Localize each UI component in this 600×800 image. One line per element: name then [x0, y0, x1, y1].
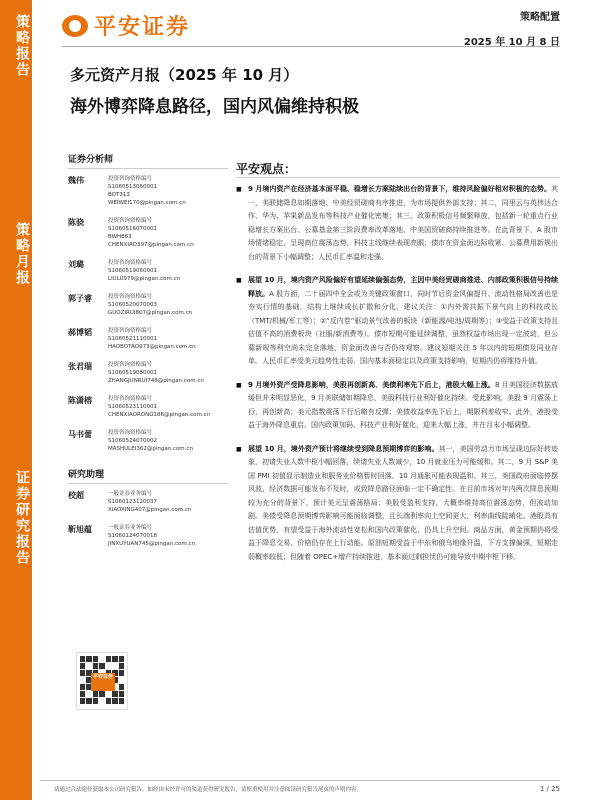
header-divider [62, 46, 560, 47]
qr-code-icon[interactable] [76, 652, 128, 710]
assistants-heading: 研究助理 [68, 467, 228, 484]
analyst-name: 郭子睿 [68, 294, 92, 303]
analyst-entry [68, 429, 228, 453]
analysts-heading: 证券分析师 [68, 152, 228, 169]
analyst-email[interactable]: LIULU979@pingan.com.cn [108, 276, 181, 282]
analyst-email[interactable]: CHENXIAORONG186@pingan.com.cn [108, 412, 211, 418]
analyst-entry [68, 217, 228, 249]
assistant-cert-number: S1060123120037 [108, 499, 157, 505]
paragraph-lead: 9 月境外资产受降息影响，美股再创新高、美债利率先下后上，港股大幅上涨。 [248, 380, 495, 389]
paragraph-body: 其一，美国劳动力市场呈现边际好转迹象，初请失业人数中枢小幅回落，续请失业人数减少，10 月就业压力可能缓和。其二，9 月 S&P 美国 PMI 初值显示制造业和服务业价格暂时回落，10 月通胀可能表现温和。其三，美国政府面临停摆风波，经济数据可能发布不及时，或致降息路径面临一定不确定性。在目前市场对年内两次降息预期较为充分的背景下，预计美元呈震荡格局；美股受盈利支持，大概率维持高位震荡态势，但波动加剧。美债受降息预期博弈影响可能面临调整，且长端利率向上空间更大，利率曲线陡峭化。港股具有估值优势，有望受益于海外流动性宽松和国内政策催化，仍具上升空间。商品方面，黄金预期仍将受益于降息交易，价格仍存在上行动能。原油短期受益于中东和俄乌地缘升温，下方支撑偏强，短期走弱概率较低；但随着 OPEC+增产持续推进，基本面过剩担忧仍可能导致中期中枢下移。 [248, 444, 558, 561]
analyst-cert-label: 投资咨询资格编号 [108, 260, 153, 266]
assistant-entry [68, 524, 228, 548]
paragraph-body: 其一，美联储降息如期落地、中美经贸磋商有序推进，为市场提供外部支持；其二，同里云与英伟达合作、华为、苹果新品发布等科技产业催化密集；其三，政策积极信号频繁释放，包括新一轮重点行业稳增长方案出台、公募基金第三阶段费率改革落地、中美国贸磋商持续推进等。在此背景下，A 股市场情绪稳定，呈现高位震荡态势，科技主线继续表现亮眼；债市在资金面边际收紧、公募费用新规出台的背景下小幅调整；人民币汇率温和走强。 [248, 185, 558, 261]
analyst-cert-number: S1060523110001 [108, 404, 157, 410]
assistant-email[interactable]: XIAOXING407@pingan.com.cn [108, 507, 192, 513]
analyst-email[interactable]: HAOBOTAO973@pingan.com.cn [108, 344, 196, 350]
sidebar-band [0, 0, 32, 800]
analyst-email[interactable]: CHENXIAO397@pingan.com.cn [108, 242, 194, 248]
view-title: 平安观点： [236, 162, 297, 176]
analyst-entry [68, 395, 228, 419]
analyst-email[interactable]: WEIWEI170@pingan.com.cn [108, 200, 186, 206]
analyst-code: BOT313 [108, 192, 130, 198]
analyst-cert-number: S1060516070001 [108, 226, 157, 232]
analyst-name: 魏伟 [68, 176, 84, 185]
analyst-entry [68, 293, 228, 317]
company-logo [62, 10, 190, 41]
analyst-panel [68, 152, 228, 558]
logo-text: 平安证券 [94, 15, 191, 40]
header-meta [464, 8, 560, 48]
analyst-cert-number: S1060519060001 [108, 268, 157, 274]
analyst-entry [68, 259, 228, 283]
bullet-paragraph [236, 443, 558, 565]
main-content [236, 160, 558, 574]
paragraph-body: A 股方面，二十届四中全会或为关键政策窗口，同时节后资金风偏提升、流动性格局改善也是夯实行情的基础，结构上继续成长扩散和分化，建议关注：①内外需共振下景气向上的科技成长（TMT/机械/军工等）；②“反内卷”驱动景气改善的板块（新能源/电池/周期等）；③受益于政策支持且估值不高的消费板块（社服/新消费等）。债市短期可能延续调整，虽然权益市场出现一定波动，但公募新规等利空尚未完全落地，资金面改善与否仍待观察。建议短期关注 5 年以内的短期债及同业存单。人民币汇率受美元趋势性走弱、国内基本面稳定以及政策支持影响，短期内仍将维持升值。 [248, 289, 558, 365]
analyst-code: BWH863 [108, 234, 132, 240]
assistant-name: 校超 [68, 491, 84, 500]
analyst-cert-label: 投资咨询资格编号 [108, 218, 153, 224]
analyst-name: 陈骁 [68, 218, 84, 227]
bullet-paragraph [236, 274, 558, 369]
analyst-cert-number: S1060520070003 [108, 302, 157, 308]
analyst-entry [68, 327, 228, 351]
analyst-name: 陈潇榕 [68, 396, 92, 405]
page-number: 1 / 25 [539, 785, 560, 793]
sidebar-label-strategy-report: 策略报告 [14, 14, 30, 78]
analyst-cert-label: 投资咨询资格编号 [108, 396, 153, 402]
analyst-cert-number: S1060524070002 [108, 438, 157, 444]
analyst-name: 马书蕾 [68, 430, 92, 439]
sidebar-label-monthly: 策略月报 [14, 222, 30, 286]
paragraph-body: 8 月美国经济数据放缓但并未明显恶化，9 月美联储如期降息，美股科技行业利好催化持续。受此影响，美股 9 月震荡上行，再创新高；美元指数震荡下行后略有反弹；美债收益率先下后上，期限利差收窄。此外，港股受益于海外降息重启、国内政策加码、科技产业利好催化，迎来大幅上涨，并在月末小幅调整。 [248, 380, 558, 429]
analyst-cert-label: 投资咨询资格编号 [108, 328, 153, 334]
bullet-paragraph [236, 183, 558, 264]
analyst-name: 郝博韬 [68, 328, 92, 337]
paragraph-lead: 展望 10 月，境外资产预计将继续受到降息预期博弈的影响。 [248, 444, 439, 453]
assistant-cert-label: 一般证券业务编号 [108, 525, 153, 531]
analyst-entry [68, 175, 228, 207]
analyst-cert-number: S1060519080001 [108, 370, 157, 376]
analyst-cert-label: 投资咨询资格编号 [108, 430, 153, 436]
analyst-name: 张君瑞 [68, 362, 92, 371]
analyst-entry [68, 361, 228, 385]
analyst-email[interactable]: ZHANGJUNRUI748@pingan.com.cn [108, 378, 204, 384]
assistant-name: 靳旭蕴 [68, 525, 92, 534]
footer-disclaimer: 请通过合法途径获取本公司研究报告，如经由未经许可的渠道获得研究报告，请慎重使用并注意阅读研究报告尾页的声明内容。 [54, 787, 363, 793]
logo-circle-icon [62, 15, 88, 37]
paragraph-lead: 展望 10 月，境内资产风险偏好有望延续偏强态势，主因中美经贸磋商推进、内部政策积极信号持续释放。 [248, 276, 558, 298]
assistant-cert-label: 一般证券业务编号 [108, 491, 153, 497]
report-date: 2025 年 10 月 8 日 [463, 37, 560, 48]
analyst-name: 刘璐 [68, 260, 84, 269]
analyst-cert-label: 投资咨询资格编号 [108, 176, 153, 182]
bullet-paragraph [236, 379, 558, 433]
footer-divider [40, 780, 560, 781]
paragraph-lead: 9 月境内资产在经济基本面平稳、稳增长方案陆续出台的背景下，维持风险偏好相对积极的态势。 [248, 185, 551, 193]
analyst-cert-number: S1060513060001 [108, 184, 157, 190]
report-headline: 海外博弈降息路径，国内风偏维持积极 [70, 97, 359, 117]
analyst-cert-number: S1060521110001 [108, 336, 157, 342]
assistant-email[interactable]: JINXUYUAN745@pingan.com.cn [108, 541, 196, 547]
assistant-entry [68, 490, 228, 514]
report-title: 多元资产月报（2025 年 10 月） [70, 66, 299, 84]
analyst-email[interactable]: GUOZIRUI807@pingan.com.cn [108, 310, 193, 316]
view-divider [236, 177, 560, 178]
analyst-cert-label: 投资咨询资格编号 [108, 362, 153, 368]
assistant-cert-number: S1060124070018 [108, 533, 157, 539]
qr-badge: 平安证券 [91, 673, 115, 691]
analyst-email[interactable]: MASHULEI362@pingan.com.cn [108, 446, 193, 452]
analyst-cert-label: 投资咨询资格编号 [108, 294, 153, 300]
sidebar-label-research: 证券研究报告 [14, 470, 30, 566]
report-type: 策略配置 [520, 12, 560, 23]
